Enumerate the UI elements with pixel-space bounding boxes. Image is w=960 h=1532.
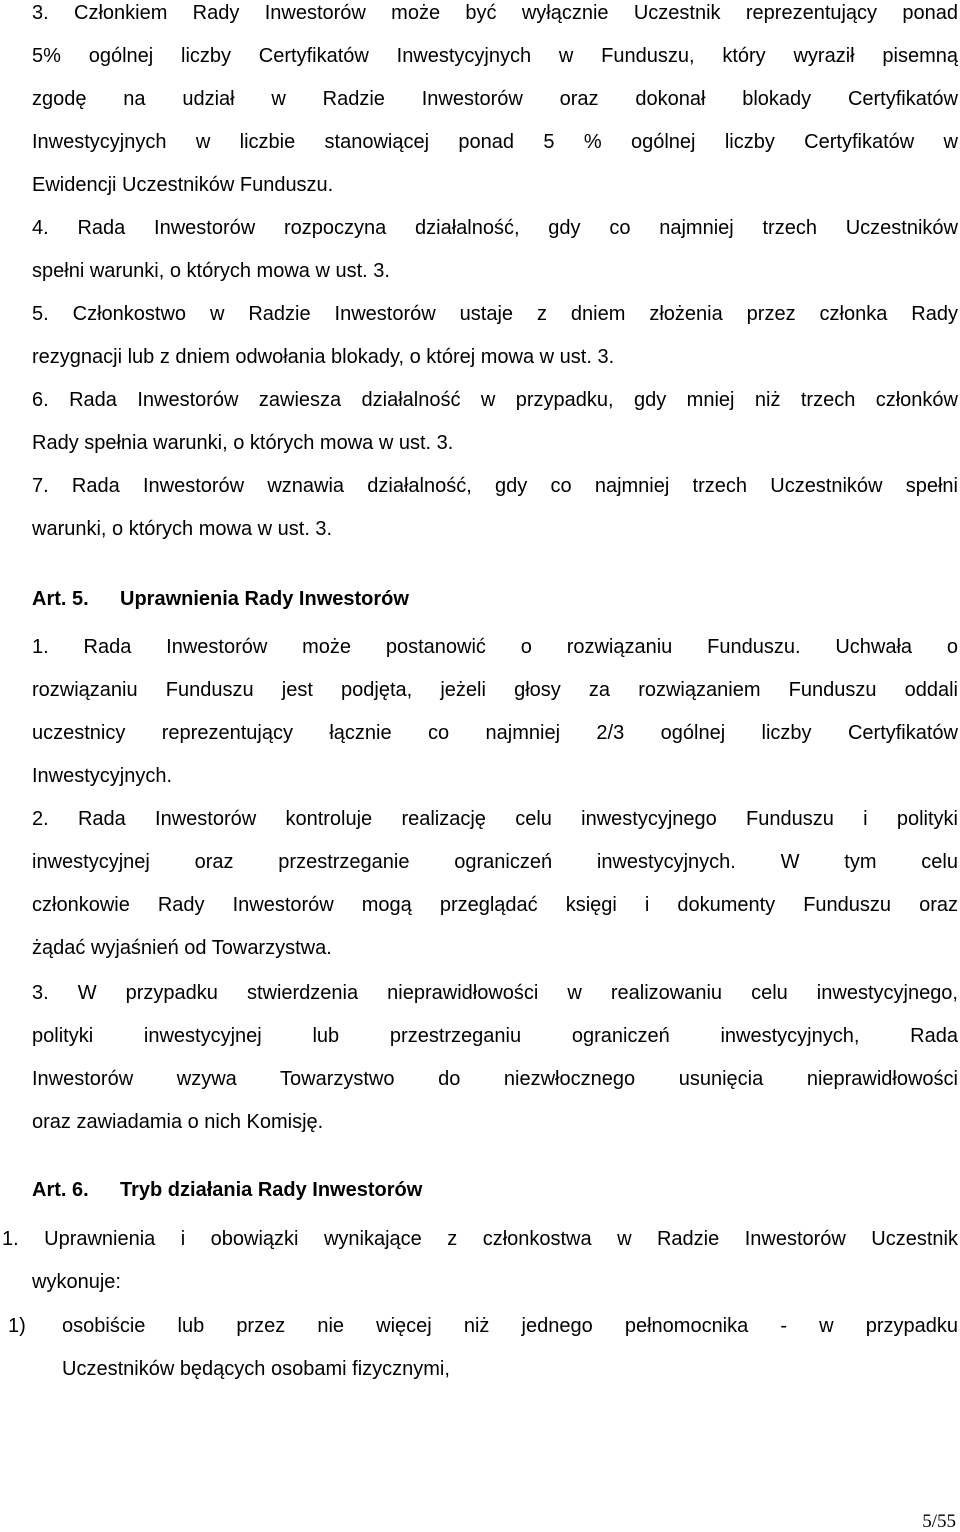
text-line: członkowie Rady Inwestorów mogą przeglądać księgi i dokumenty Funduszu oraz: [32, 894, 958, 916]
article-title: Tryb działania Rady Inwestorów: [120, 1179, 423, 1201]
text-line: oraz zawiadamia o nich Komisję.: [32, 1111, 324, 1133]
article-number: Art. 6.: [32, 1179, 89, 1201]
text-line: rezygnacji lub z dniem odwołania blokady, o której mowa w ust. 3.: [32, 346, 615, 368]
text-line: warunki, o których mowa w ust. 3.: [32, 518, 333, 540]
text-line: wykonuje:: [32, 1271, 121, 1293]
text-line: Inwestycyjnych.: [32, 765, 173, 787]
text-line: Uczestników będących osobami fizycznymi,: [62, 1358, 450, 1380]
text-line: polityki inwestycyjnej lub przestrzeganiu ograniczeń inwestycyjnych, Rada: [32, 1025, 958, 1047]
text-line: 2. Rada Inwestorów kontroluje realizację celu inwestycyjnego Funduszu i polityki: [32, 808, 958, 830]
list-marker: 1): [8, 1315, 26, 1337]
text-line: uczestnicy reprezentujący łącznie co najmniej 2/3 ogólnej liczby Certyfikatów: [32, 722, 958, 744]
text-line: Ewidencji Uczestników Funduszu.: [32, 174, 334, 196]
text-line: 5. Członkostwo w Radzie Inwestorów ustaje z dniem złożenia przez członka Rady: [32, 303, 958, 325]
text-line: 5% ogólnej liczby Certyfikatów Inwestycyjnych w Funduszu, który wyraził pisemną: [32, 45, 958, 67]
text-line: 3. Członkiem Rady Inwestorów może być wyłącznie Uczestnik reprezentujący ponad: [32, 2, 958, 24]
article-title: Uprawnienia Rady Inwestorów: [120, 588, 409, 610]
page-number: 5/55: [922, 1511, 956, 1532]
text-line: 3. W przypadku stwierdzenia nieprawidłowości w realizowaniu celu inwestycyjnego,: [32, 982, 958, 1004]
text-line: spełni warunki, o których mowa w ust. 3.: [32, 260, 390, 282]
text-line: 4. Rada Inwestorów rozpoczyna działalność, gdy co najmniej trzech Uczestników: [32, 217, 958, 239]
text-line: osobiście lub przez nie więcej niż jednego pełnomocnika - w przypadku: [62, 1315, 958, 1337]
text-line: 1. Rada Inwestorów może postanowić o rozwiązaniu Funduszu. Uchwała o: [32, 636, 958, 658]
text-line: 1. Uprawnienia i obowiązki wynikające z członkostwa w Radzie Inwestorów Uczestnik: [2, 1228, 958, 1250]
text-line: Rady spełnia warunki, o których mowa w ust. 3.: [32, 432, 454, 454]
text-line: Inwestorów wzywa Towarzystwo do niezwłocznego usunięcia nieprawidłowości: [32, 1068, 958, 1090]
text-line: Inwestycyjnych w liczbie stanowiącej ponad 5 % ogólnej liczby Certyfikatów w: [32, 131, 958, 153]
text-line: żądać wyjaśnień od Towarzystwa.: [32, 937, 332, 959]
text-line: zgodę na udział w Radzie Inwestorów oraz dokonał blokady Certyfikatów: [32, 88, 958, 110]
text-line: 6. Rada Inwestorów zawiesza działalność w przypadku, gdy mniej niż trzech członków: [32, 389, 958, 411]
text-line: rozwiązaniu Funduszu jest podjęta, jeżeli głosy za rozwiązaniem Funduszu oddali: [32, 679, 958, 701]
text-line: 7. Rada Inwestorów wznawia działalność, gdy co najmniej trzech Uczestników spełni: [32, 475, 958, 497]
text-line: inwestycyjnej oraz przestrzeganie ograniczeń inwestycyjnych. W tym celu: [32, 851, 958, 873]
article-number: Art. 5.: [32, 588, 89, 610]
